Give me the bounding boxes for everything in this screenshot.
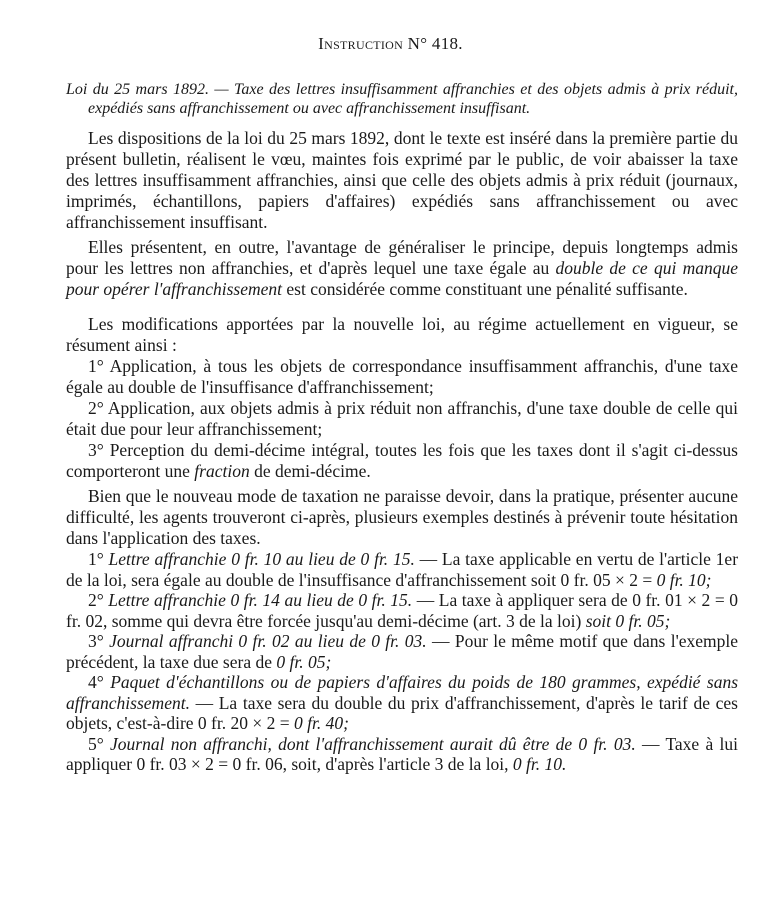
modification-1: 1° Application, à tous les objets de correspondance insuffisamment affranchis, d'une taxe égale au double de l'insuffisance d'affranchissement; <box>66 356 738 397</box>
modification-3 <box>66 440 738 482</box>
example-1 <box>66 549 738 590</box>
header-title: Instruction <box>318 34 404 53</box>
modification-3-emphasis: fraction <box>194 461 250 481</box>
example-5-case: Journal non affranchi, dont l'affranchissement aurait dû être de 0 fr. 03. <box>110 733 636 754</box>
example-4-case: Paquet d'échantillons ou de papiers d'affaires du poids de 180 grammes, expédié sans affranchissement. <box>66 672 738 713</box>
law-heading: Loi du 25 mars 1892. — Taxe des lettres insuffisamment affranchies et des objets admis à prix réduit, expédiés sans affranchissement ou avec affranchissement insuffisant. <box>66 81 738 117</box>
example-3-number: 3° <box>88 631 110 651</box>
modification-3-text-a: 3° Perception du demi-décime intégral, toutes les fois que les taxes dont il s'agit ci-dessus comporteront une <box>66 440 738 481</box>
page-header <box>0 34 781 54</box>
example-5-text: — Taxe à lui appliquer 0 fr. 03 × 2 = 0 fr. 06, soit, d'après l'article 3 de la loi, <box>66 733 738 774</box>
paragraph-2-text-a: Elles présentent, en outre, l'avantage de généraliser le principe, depuis longtemps admis pour les lettres non affranchies, et d'après lequel une taxe égale au <box>66 237 738 278</box>
example-5-result: 0 fr. 10. <box>512 754 567 774</box>
example-2-result: soit 0 fr. 05; <box>585 610 671 631</box>
modification-3-text-c: de demi-décime. <box>249 461 371 481</box>
example-5 <box>66 734 738 775</box>
example-2-text: — La taxe à appliquer sera de 0 fr. 01 × 2 = 0 fr. 02, somme qui devra être forcée jusqu'au demi-décime (art. 3 de la loi) <box>66 590 739 631</box>
header-number: N° 418. <box>407 34 463 53</box>
example-1-case: Lettre affranchie 0 fr. 10 au lieu de 0 fr. 15. <box>108 549 415 569</box>
example-4 <box>66 672 738 734</box>
example-1-text: — La taxe applicable en vertu de l'article 1er de la loi, sera égale au double de l'insuffisance d'affranchissement soit 0 fr. 05 × 2 = <box>66 549 739 590</box>
example-5-number: 5° <box>88 733 111 754</box>
paragraph-2-text-c: est considérée comme constituant une pénalité suffisante. <box>282 279 688 299</box>
example-4-result: 0 fr. 40; <box>293 713 349 733</box>
document-body <box>66 80 738 775</box>
example-3 <box>66 631 738 672</box>
example-2 <box>66 590 738 631</box>
example-3-case: Journal affranchi 0 fr. 02 au lieu de 0 fr. 03. <box>109 631 427 651</box>
example-3-result: 0 fr. 05; <box>276 651 332 672</box>
paragraph-2 <box>66 237 738 300</box>
example-3-text: — Pour le même motif que dans l'exemple précédent, la taxe due sera de <box>66 631 739 672</box>
example-4-number: 4° <box>88 672 111 692</box>
paragraph-2-emphasis: double de ce qui manque pour opérer l'affranchissement <box>66 258 738 299</box>
paragraph-3: Les modifications apportées par la nouvelle loi, au régime actuellement en vigueur, se résument ainsi : <box>66 314 738 355</box>
example-2-case: Lettre affranchie 0 fr. 14 au lieu de 0 fr. 15. <box>108 590 413 610</box>
modification-2: 2° Application, aux objets admis à prix réduit non affranchis, d'une taxe double de celle qui était due pour leur affranchissement; <box>66 398 738 439</box>
example-1-number: 1° <box>88 549 109 569</box>
example-4-text: — La taxe sera du double du prix d'affranchissement, d'après le tarif de ces objets, c'est-à-dire 0 fr. 20 × 2 = <box>66 692 738 733</box>
example-2-number: 2° <box>88 590 109 610</box>
paragraph-1: Les dispositions de la loi du 25 mars 1892, dont le texte est inséré dans la première partie du présent bulletin, réalisent le vœu, maintes fois exprimé par le public, de voir abaisser la taxe des lettres insuffisamment affranchies, ainsi que celle des objets admis à prix réduit (journaux, imprimés, échantillons, papiers d'affaires) expédiés sans affranchissement ou avec affranchissement insuffisant. <box>66 128 738 232</box>
paragraph-4: Bien que le nouveau mode de taxation ne paraisse devoir, dans la pratique, présenter aucune difficulté, les agents trouveront ci-après, plusieurs exemples destinés à prévenir toute hésitation dans l'application des taxes. <box>66 486 738 548</box>
example-1-result: 0 fr. 10; <box>656 569 712 590</box>
